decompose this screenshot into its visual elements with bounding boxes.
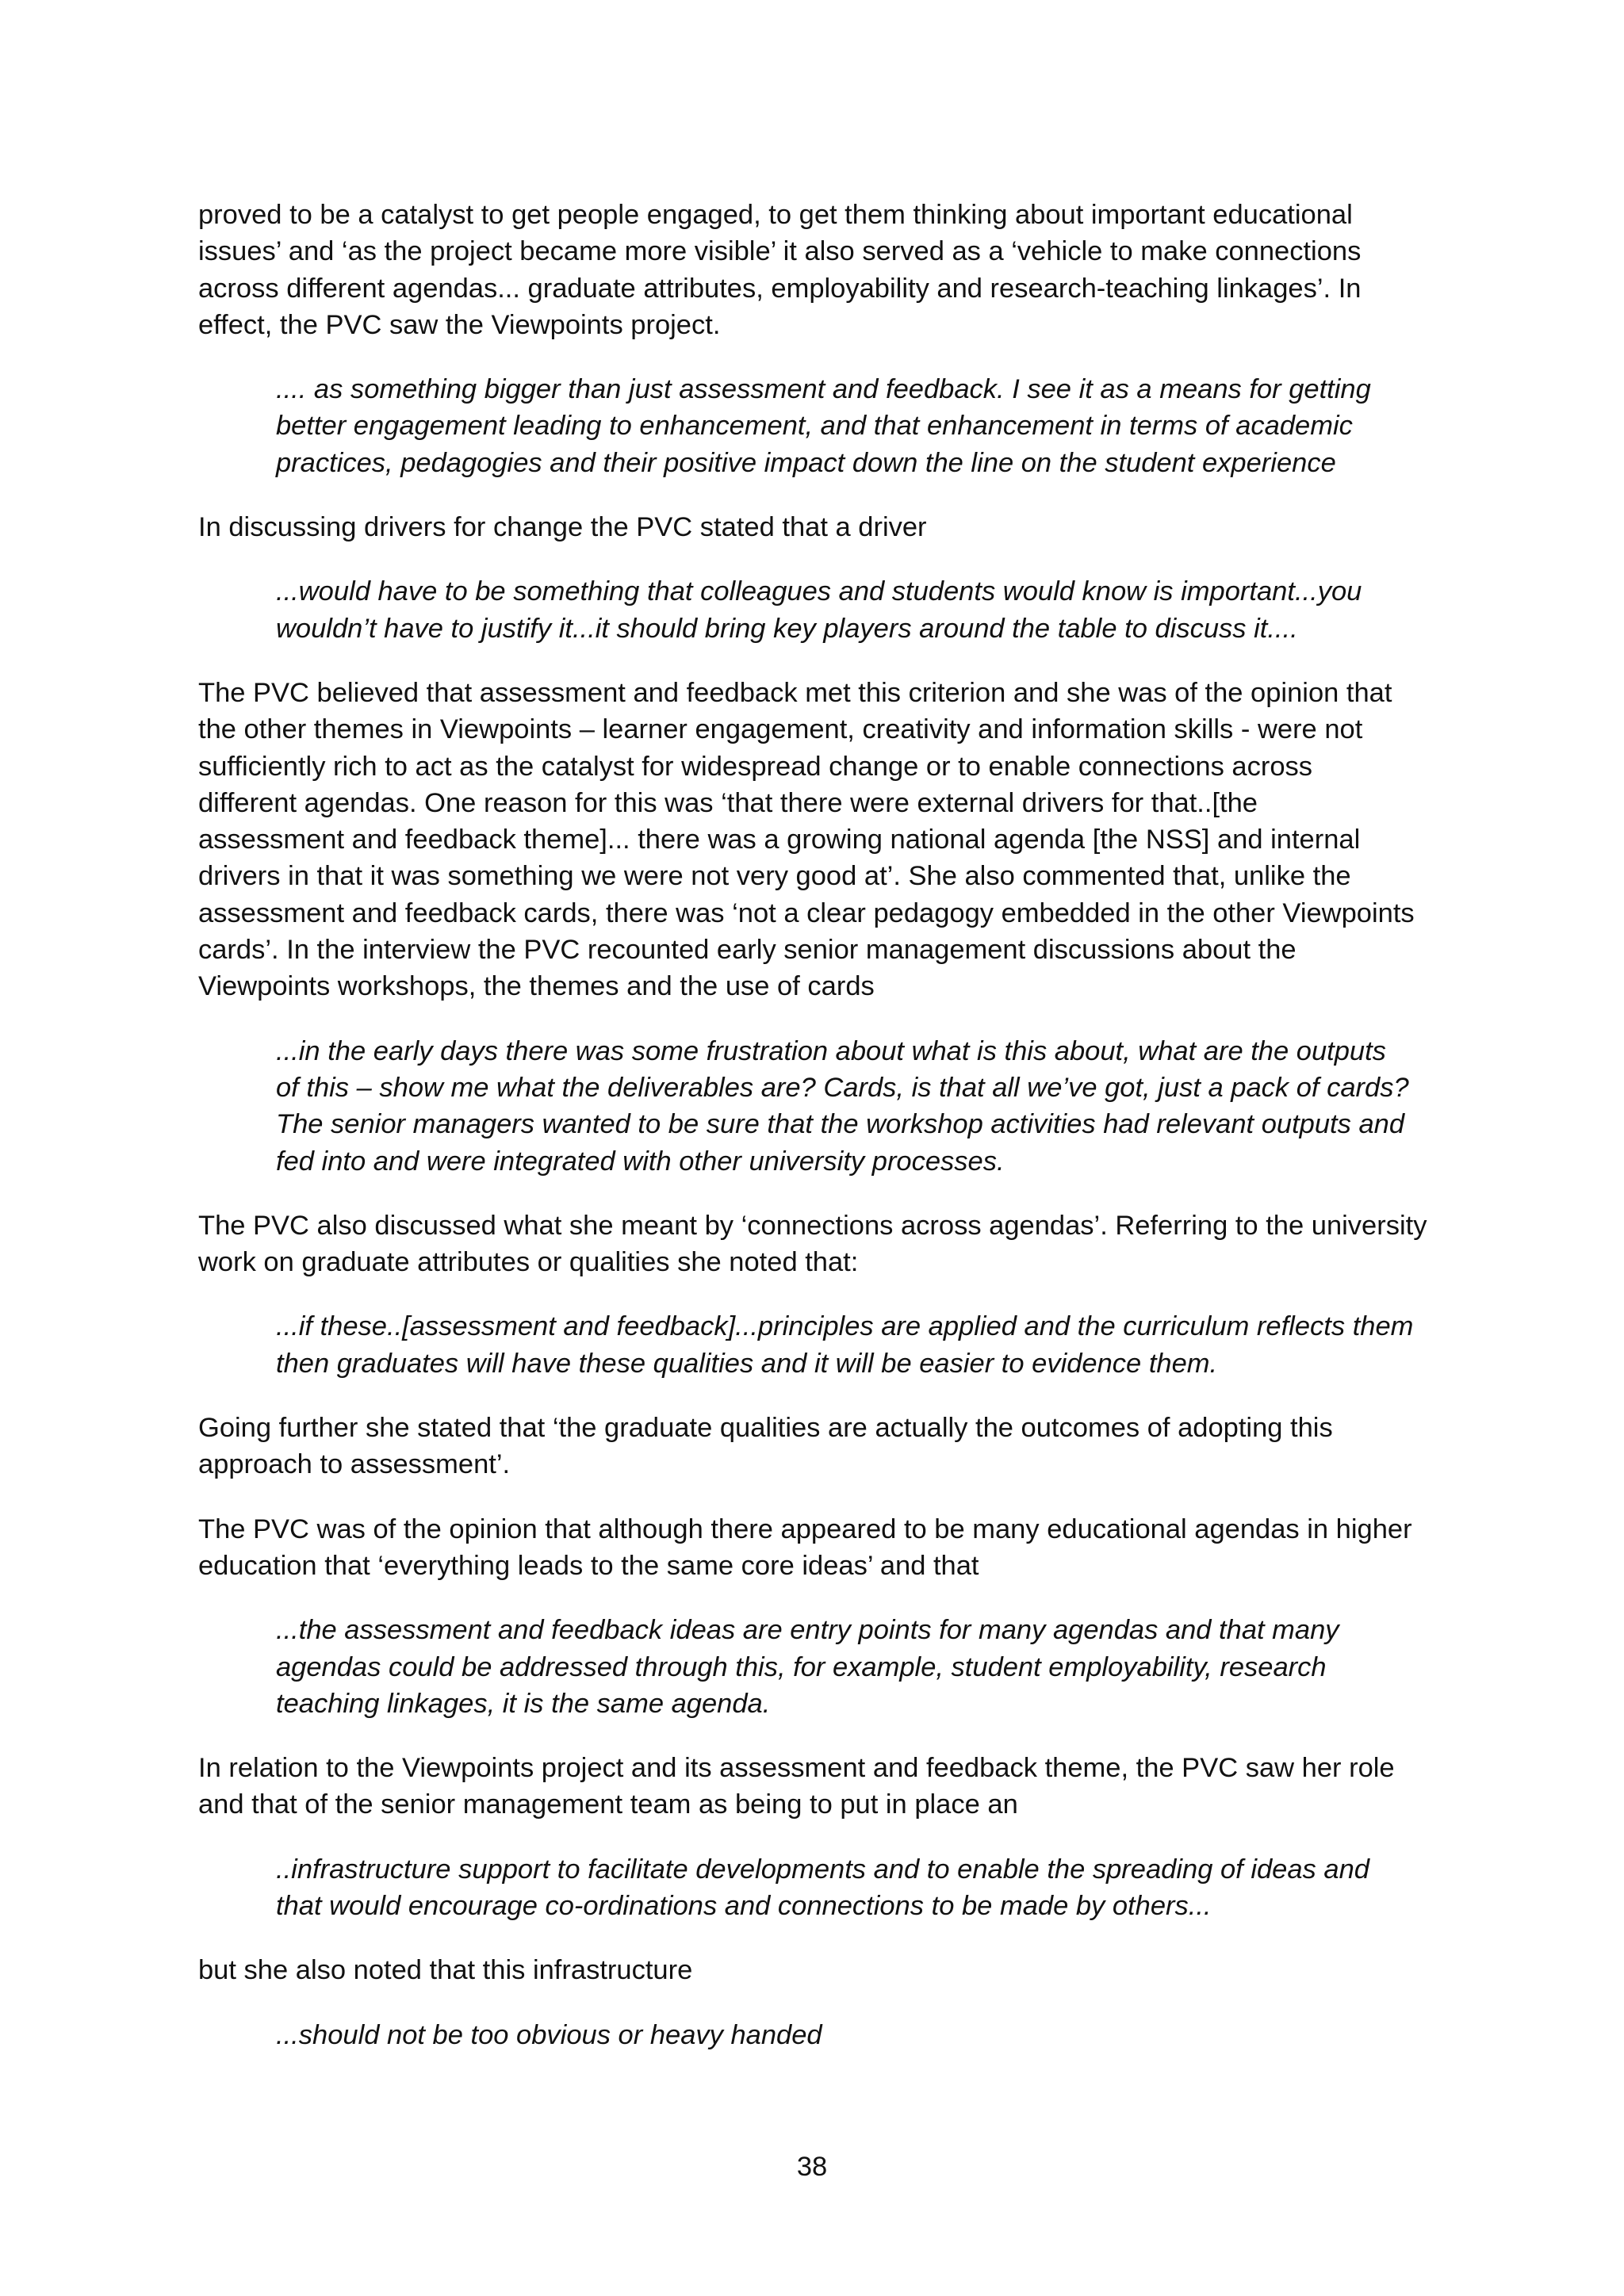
block-quote: ...would have to be something that colleagues and students would know is important...you wouldn’t have to justify it...it should bring key players around the table to discuss it.... (276, 576, 1362, 644)
block-quote: ...the assessment and feedback ideas are entry points for many agendas and that many agendas could be addressed through this, for example, student employability, research teaching linkages, it is the same agenda. (276, 1615, 1339, 1719)
paragraph: Going further she stated that ‘the graduate qualities are actually the outcomes of adopting this approach to assessment’. (198, 1413, 1333, 1480)
block-quote: .... as something bigger than just assessment and feedback. I see it as a means for getting better engagement leading to enhancement, and that enhancement in terms of academic practices, pedagogies and their positive impact down the line on the student experience (276, 374, 1371, 478)
paragraph: In discussing drivers for change the PVC stated that a driver (198, 512, 927, 543)
paragraph: but she also noted that this infrastructure (198, 1955, 693, 1986)
block-quote: ..infrastructure support to facilitate developments and to enable the spreading of ideas and that would encourage co-ordinations and connections to be made by others... (276, 1854, 1369, 1921)
paragraph: In relation to the Viewpoints project and its assessment and feedback theme, the PVC saw her role and that of the senior management team as being to put in place an (198, 1753, 1395, 1820)
block-quote: ...in the early days there was some frustration about what is this about, what are the outputs of this – show me what the deliverables are? Cards, is that all we’ve got, just a pack of cards? The senior managers wanted to be sure that the workshop activities had relevant outputs and fed into and were integrated with other university processes. (276, 1035, 1409, 1177)
paragraph: The PVC also discussed what she meant by ‘connections across agendas’. Referring to the university work on graduate attributes or qualities she noted that: (198, 1210, 1427, 1278)
paragraph: proved to be a catalyst to get people engaged, to get them thinking about important educational issues’ and ‘as the project became more visible’ it also served as a ‘vehicle to make connections across different agendas... graduate attributes, employability and research-teaching linkages’. In effect, the PVC saw the Viewpoints project. (198, 200, 1362, 340)
block-quote: ...should not be too obvious or heavy handed (276, 2019, 822, 2050)
page-body (198, 197, 1435, 2081)
page-number: 38 (796, 2152, 828, 2182)
paragraph: The PVC was of the opinion that although there appeared to be many educational agendas in higher education that ‘everything leads to the same core ideas’ and that (198, 1513, 1412, 1581)
paragraph: The PVC believed that assessment and feedback met this criterion and she was of the opinion that the other themes in Viewpoints – learner engagement, creativity and information skills - were not sufficiently rich to act as the catalyst for widespread change or to enable connections across different agendas. One reason for this was ‘that there were external drivers for that..[the assessment and feedback theme]... there was a growing national agenda [the NSS] and internal drivers in that it was something we were not very good at’. She also commented that, unlike the assessment and feedback cards, there was ‘not a clear pedagogy embedded in the other Viewpoints cards’. In the interview the PVC recounted early senior management discussions about the Viewpoints workshops, the themes and the use of cards (198, 677, 1415, 1002)
block-quote: ...if these..[assessment and feedback]...principles are applied and the curriculum reflects them then graduates will have these qualities and it will be easier to evidence them. (276, 1311, 1414, 1379)
